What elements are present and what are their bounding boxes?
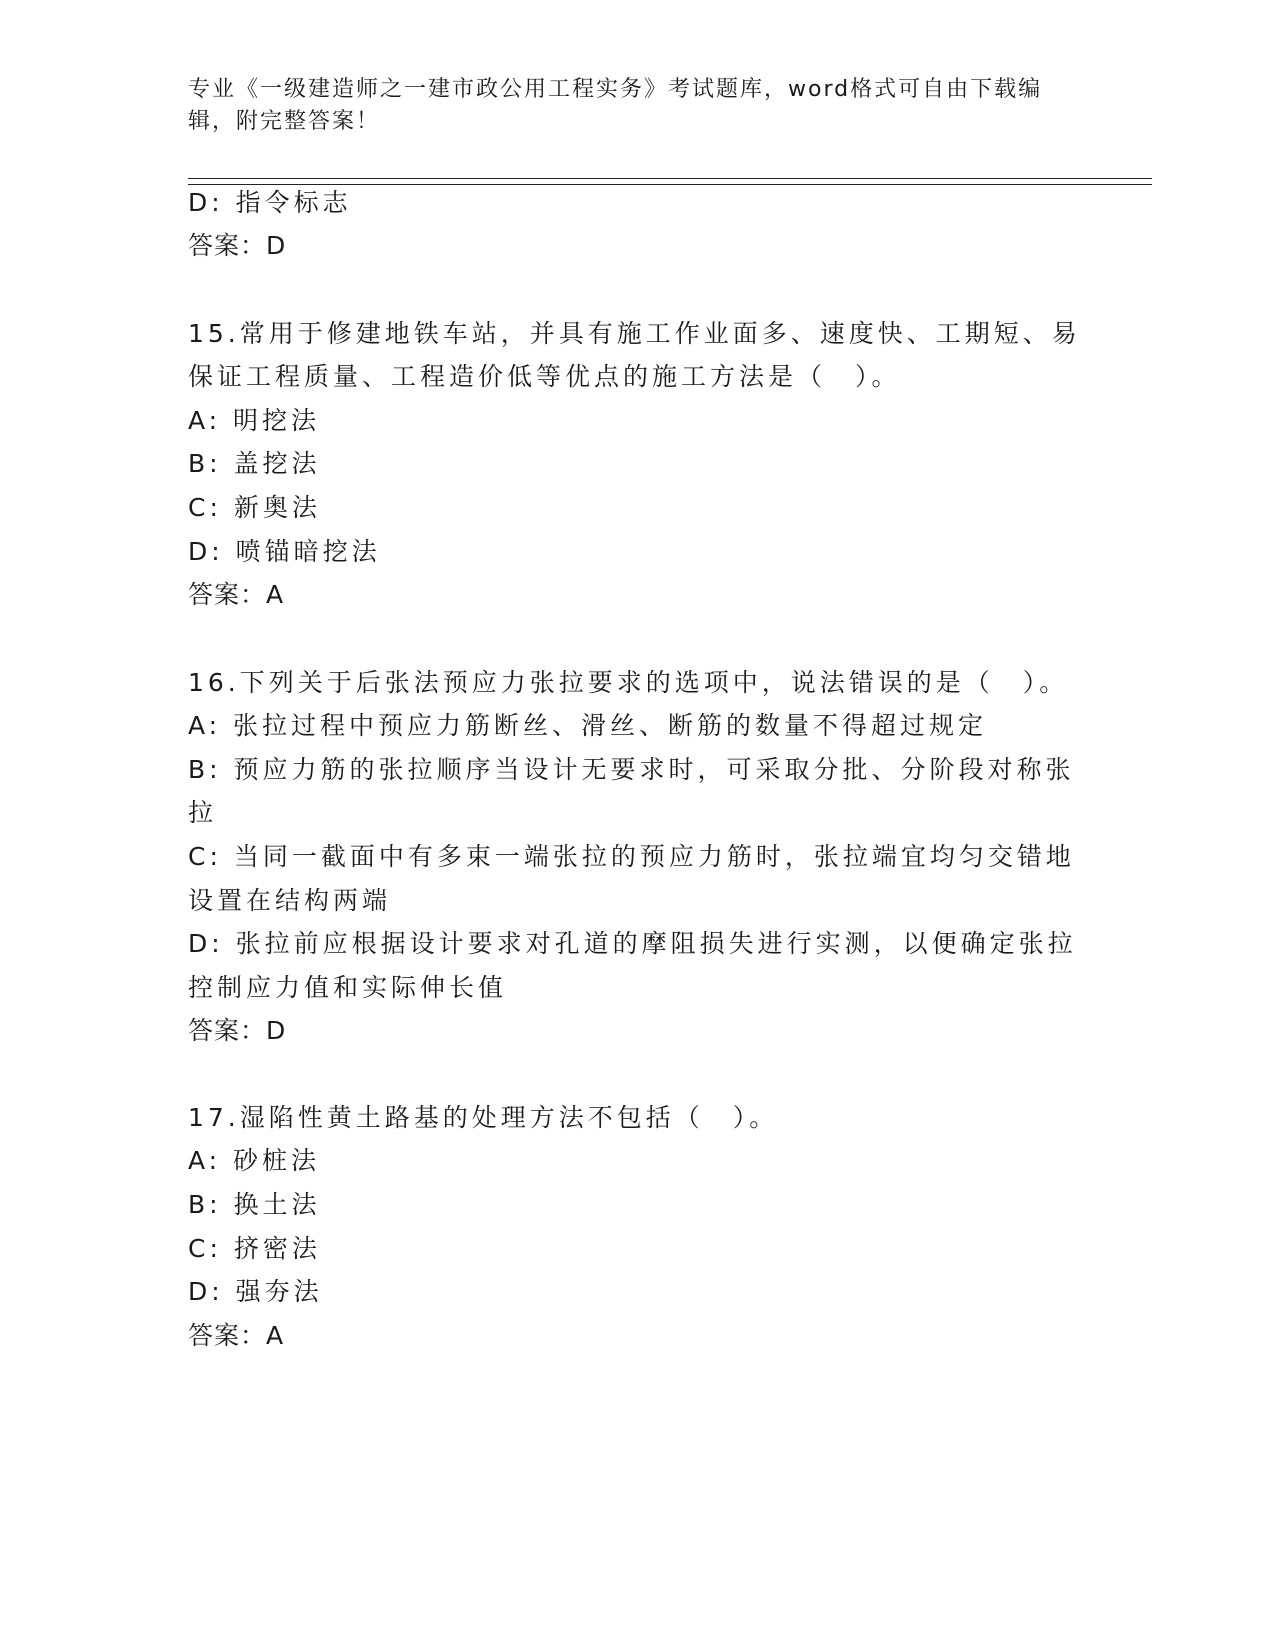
question-17-answer: 答案：A	[188, 1321, 285, 1350]
document-header: 专业《一级建造师之一建市政公用工程实务》考试题库，word格式可自由下载编辑，附完整答案！	[188, 77, 1043, 134]
question-16-option-a: A: 张拉过程中预应力筋断丝、滑丝、断筋的数量不得超过规定	[188, 711, 988, 740]
question-17-option-d: D: 强夯法	[188, 1277, 323, 1306]
header-divider	[188, 178, 1152, 179]
question-16-option-d-line2: 控制应力值和实际伸长值	[188, 973, 508, 1002]
question-16-option-b-line2: 拉	[188, 798, 218, 827]
question-16-answer: 答案：D	[188, 1016, 287, 1045]
question-15-stem-line2: 保证工程质量、工程造价低等优点的施工方法是（ ）。	[188, 362, 901, 391]
question-15-option-c: C: 新奥法	[188, 493, 321, 522]
question-16-option-c-line2: 设置在结构两端	[188, 886, 392, 915]
question-17-option-c: C: 挤密法	[188, 1234, 321, 1263]
question-15-answer: 答案：A	[188, 580, 285, 609]
question-17-stem: 17.湿陷性黄土路基的处理方法不包括（ ）。	[188, 1103, 779, 1132]
header-divider-double	[188, 184, 1152, 185]
question-16-option-b-line1: B: 预应力筋的张拉顺序当设计无要求时，可采取分批、分阶段对称张	[188, 755, 1075, 784]
question-15-option-b: B: 盖挖法	[188, 449, 321, 478]
question-16-stem: 16.下列关于后张法预应力张拉要求的选项中，说法错误的是（ ）。	[188, 668, 1069, 697]
question-15-option-d: D: 喷锚暗挖法	[188, 537, 381, 566]
question-16-option-c-line1: C: 当同一截面中有多束一端张拉的预应力筋时，张拉端宜均匀交错地	[188, 842, 1075, 871]
question-17-option-a: A: 砂桩法	[188, 1146, 321, 1175]
question-15-option-a: A: 明挖法	[188, 406, 321, 435]
question-15-stem-line1: 15.常用于修建地铁车站，并具有施工作业面多、速度快、工期短、易	[188, 319, 1081, 348]
prev-question-option-d: D: 指令标志	[188, 188, 352, 217]
question-17-option-b: B: 换土法	[188, 1190, 321, 1219]
prev-question-answer: 答案：D	[188, 231, 287, 260]
question-16-option-d-line1: D: 张拉前应根据设计要求对孔道的摩阻损失进行实测，以便确定张拉	[188, 929, 1077, 958]
